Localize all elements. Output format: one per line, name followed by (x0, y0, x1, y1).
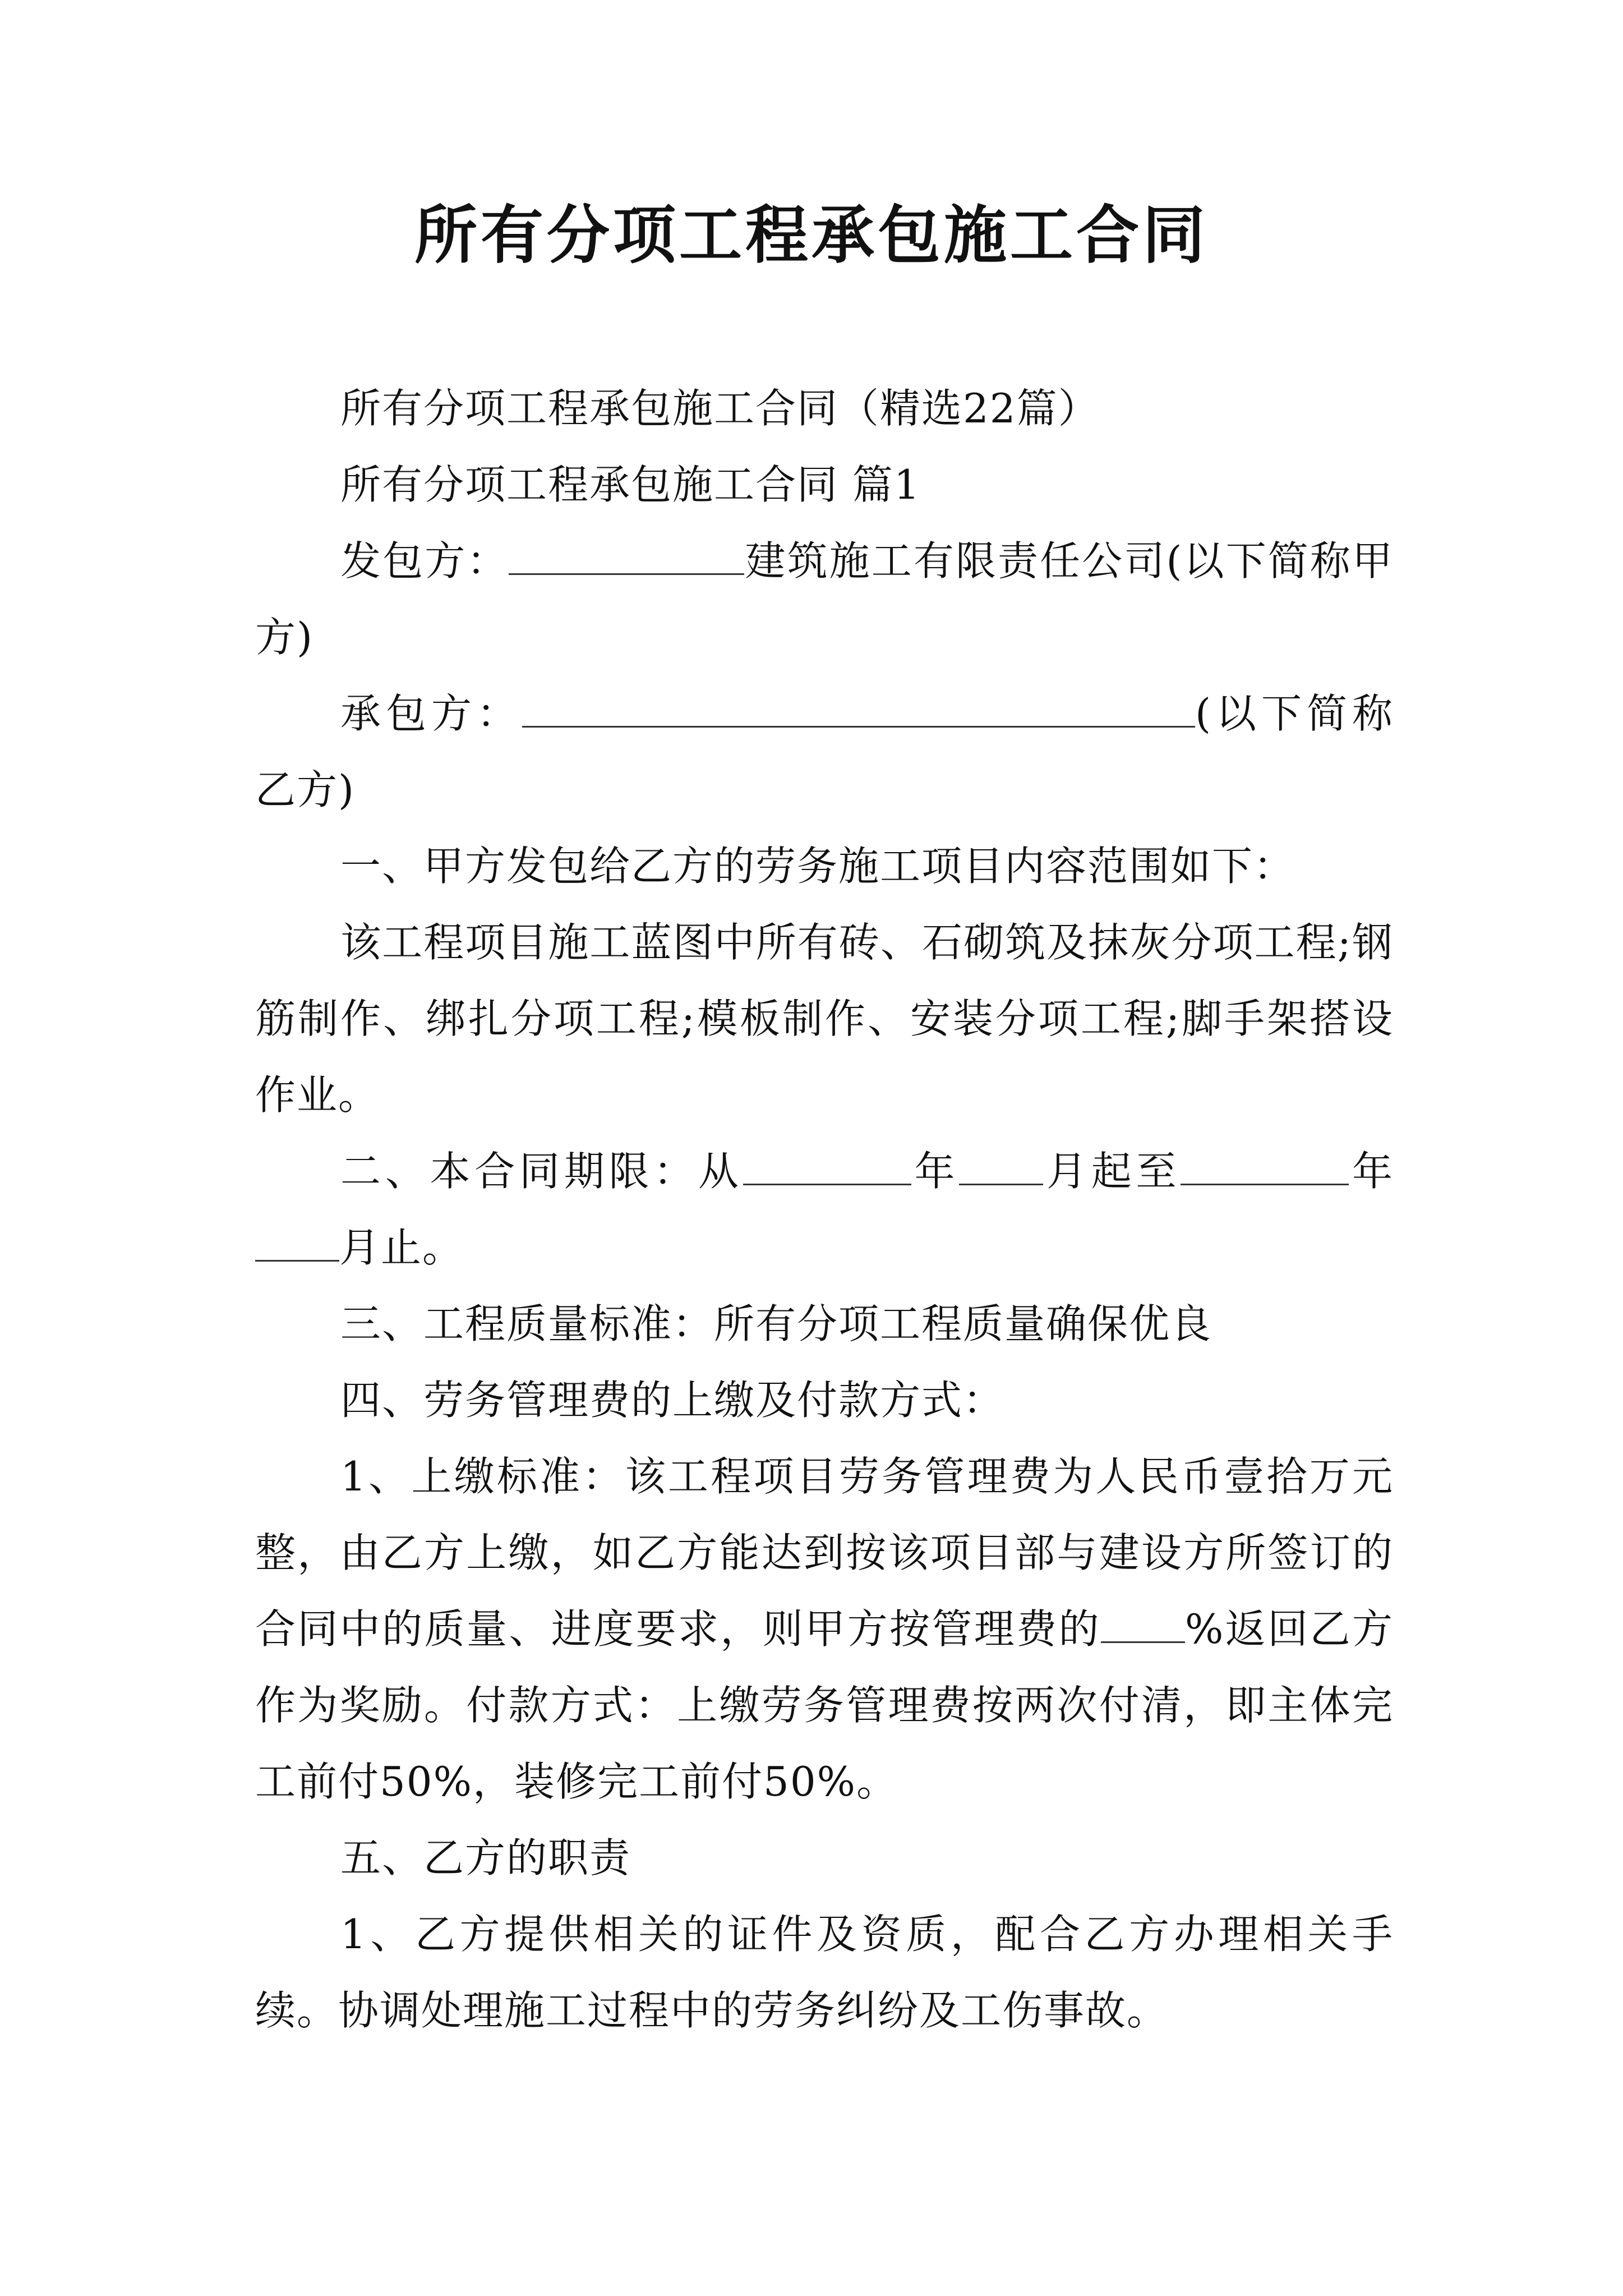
section-heading: 所有分项工程承包施工合同 篇1 (340, 461, 921, 508)
party-a-label: 发包方： (340, 537, 509, 585)
party-a-blank (509, 534, 744, 575)
document-title: 所有分项工程承包施工合同 (414, 199, 1209, 272)
clause-2-line (255, 1133, 1394, 1286)
end-year-blank (1181, 1144, 1349, 1185)
clause-2-prefix: 二、本合同期限：从 (340, 1148, 743, 1195)
clause-3: 三、工程质量标准：所有分项工程质量确保优良 (340, 1300, 1212, 1347)
clause-1-heading: 一、甲方发包给乙方的劳务施工项目内容范围如下： (340, 843, 1295, 890)
clause-4-body (255, 1438, 1394, 1820)
document-body (255, 370, 1394, 2049)
clause-2-year1: 年 (911, 1148, 960, 1195)
clause-2-month1: 月起至 (1043, 1148, 1181, 1195)
bonus-percent-blank (1101, 1602, 1185, 1643)
subtitle: 所有分项工程承包施工合同（精选22篇） (340, 385, 1100, 432)
party-b-blank (522, 687, 1195, 728)
clause-5-item-1: 1、乙方提供相关的证件及资质，配合乙方办理相关手续。协调处理施工过程中的劳务纠纷及工伤事故。 (255, 1911, 1394, 2034)
party-a-line (255, 523, 1394, 675)
start-month-blank (959, 1144, 1043, 1185)
clause-4-body-part1: 1、上缴标准：该工程项目劳务管理费为人民币壹拾万元整，由乙方上缴，如乙方能达到按该项目部与建设方所签订的合同中的质量、进度要求，则甲方按管理费的 (255, 1453, 1394, 1653)
end-month-blank (255, 1221, 339, 1262)
clause-2-end: 月止。 (339, 1224, 464, 1271)
clause-2-year2: 年 (1349, 1148, 1394, 1195)
clause-1-body: 该工程项目施工蓝图中所有砖、石砌筑及抹灰分项工程;钢筋制作、绑扎分项工程;模板制作、安装分项工程;脚手架搭设作业。 (255, 919, 1394, 1119)
party-b-suffix: (以下简称乙方) (255, 690, 1394, 813)
clause-5-heading: 五、乙方的职责 (340, 1834, 631, 1881)
party-a-suffix: 建筑施工有限责任公司(以下简称甲方) (255, 537, 1394, 661)
clause-4-body-part2: %返回乙方作为奖励。付款方式：上缴劳务管理费按两次付清，即主体完工前付50%，装修完工前付50%。 (255, 1605, 1394, 1805)
party-b-label: 承包方： (340, 690, 522, 737)
party-b-line (255, 675, 1394, 828)
start-year-blank (743, 1144, 911, 1185)
clause-4-heading: 四、劳务管理费的上缴及付款方式： (340, 1377, 1005, 1424)
